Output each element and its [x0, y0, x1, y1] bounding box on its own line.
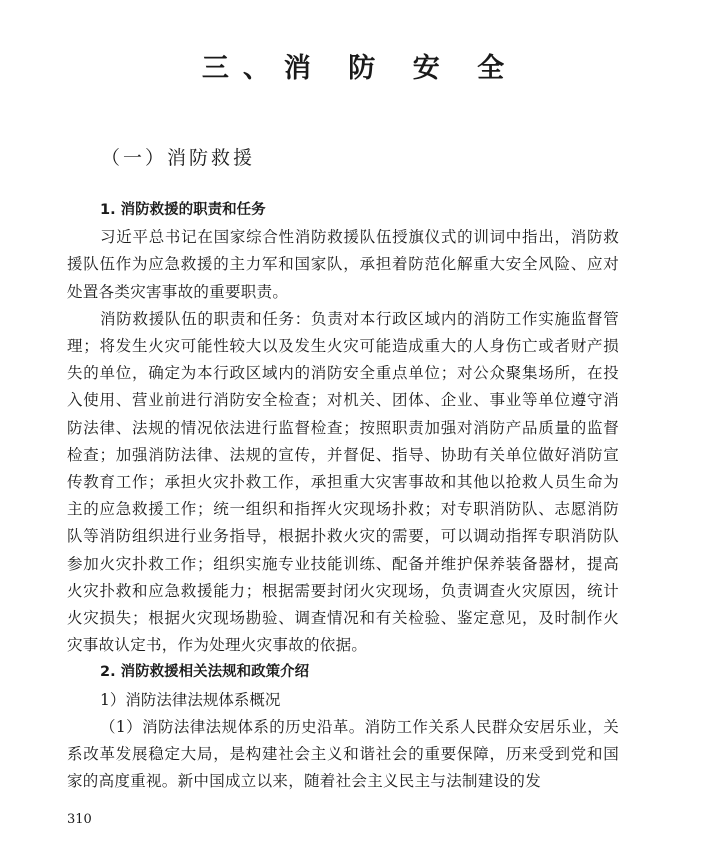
subsection-heading-2: 2. 消防救援相关法规和政策介绍: [100, 664, 310, 681]
list-item-heading: 1）消防法律法规体系概况: [100, 690, 281, 709]
paragraph-3: （1）消防法律法规体系的历史沿革。消防工作关系人民群众安居乐业，关系改革发展稳定大局，是构建社会主义和谐社会的重要保障，历来受到党和国家的高度重视。新中国成立以来，随着社会主义民主与法制建设的发: [67, 717, 619, 791]
section-title: （一）消防救援: [101, 147, 256, 169]
subsection-heading-1: 1. 消防救援的职责和任务: [100, 202, 266, 218]
chapter-title: 三、消 防 安 全: [201, 53, 519, 84]
paragraph-2: 消防救援队伍的职责和任务：负责对本行政区域内的消防工作实施监督管理；将发生火灾可能性较大以及发生火灾可能造成重大的人身伤亡或者财产损失的单位，确定为本行政区域内的消防安全重点单位；对公众聚集场所，在投入使用、营业前进行消防安全检查；对机关、团体、企业、事业等单位遵守消防法律、法规的情况依法进行监督检查；按照职责加强对消防产品质量的监督检查；加强消防法律、法规的宣传，并督促、指导、协助有关单位做好消防宣传教育工作；承担火灾扑救工作，承担重大灾害事故和其他以抢救人员生命为主的应急救援工作；统一组织和指挥火灾现场扑救；对专职消防队、志愿消防队等消防组织进行业务指导，根据扑救火灾的需要，可以调动指挥专职消防队参加火灾扑救工作；组织实施专业技能训练、配备并维护保养装备器材，提高火灾扑救和应急救援能力；根据需要封闭火灾现场，负责调查火灾原因，统计火灾损失；根据火灾现场勘验、调查情况和有关检验、鉴定意见，及时制作火灾事故认定书，作为处理火灾事故的依据。: [67, 309, 619, 655]
page-number: 310: [67, 812, 92, 827]
body-text: [67, 197, 619, 795]
paragraph-1: 习近平总书记在国家综合性消防救援队伍授旗仪式的训词中指出，消防救援队伍作为应急救援的主力军和国家队，承担着防范化解重大安全风险、应对处置各类灾害事故的重要职责。: [67, 228, 619, 301]
